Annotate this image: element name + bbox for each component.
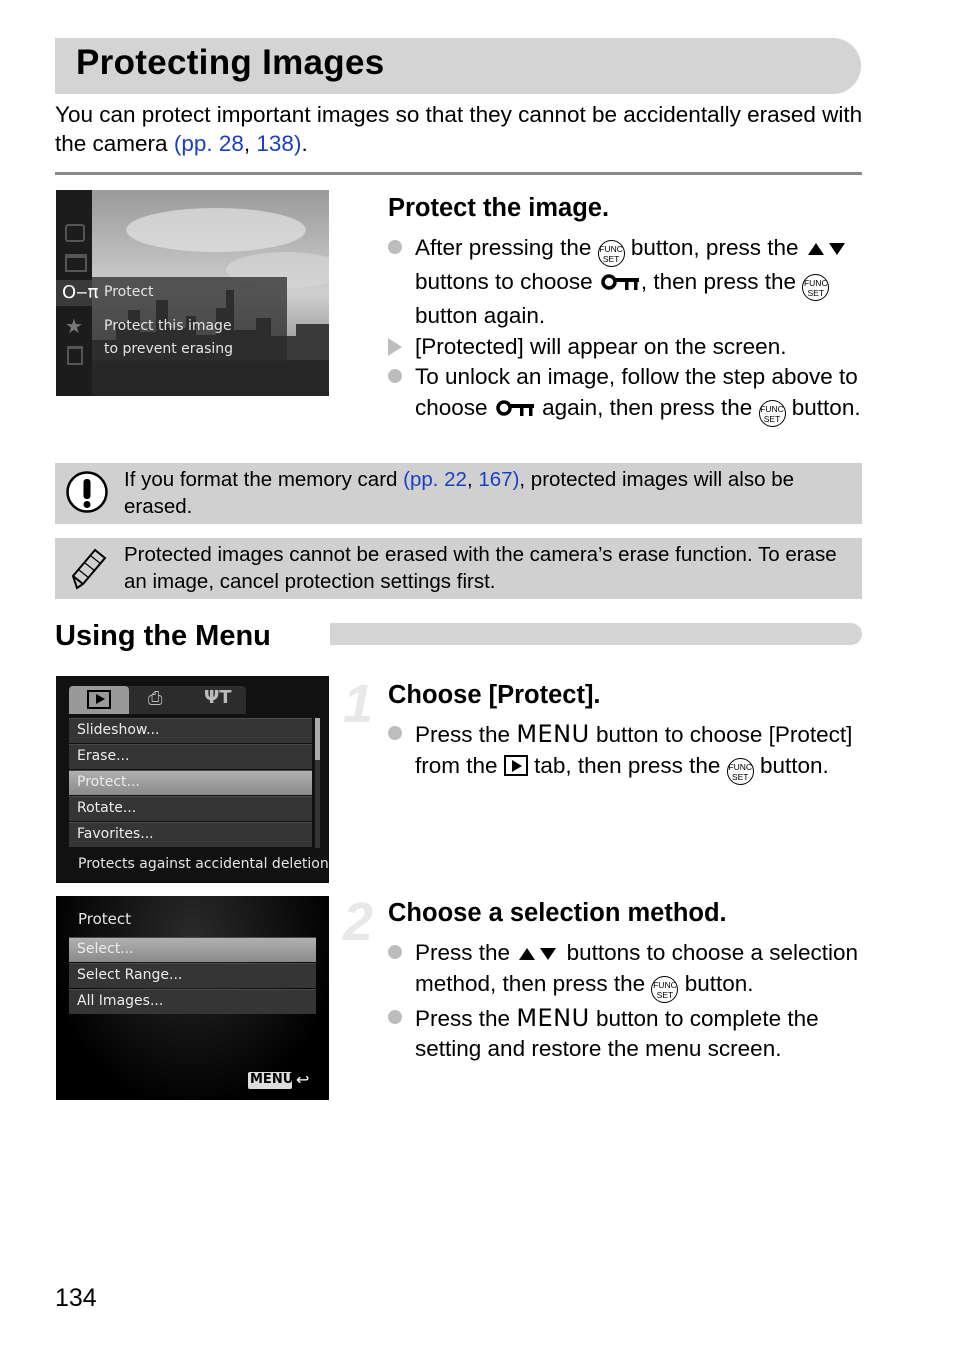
- submenu-title: Protect: [78, 910, 132, 928]
- step-2-number: 2: [343, 892, 374, 952]
- trash-icon: [67, 346, 83, 365]
- submenu-item-select-range[interactable]: Select Range...: [69, 963, 316, 988]
- menu-item-slideshow[interactable]: Slideshow...: [69, 718, 312, 743]
- intro-link-pp28[interactable]: (pp. 28: [173, 131, 244, 156]
- up-down-arrows-icon: [518, 946, 558, 962]
- step-2-bullet-1: Press the buttons to choose a selection method, then press the FUNC SET button.: [388, 938, 862, 1003]
- bullet-dot: [388, 369, 402, 383]
- print-icon: [65, 254, 87, 272]
- step-1-bullet: Press the MENU button to choose [Protect] from the tab, then press the FUNC SET button.: [388, 719, 862, 785]
- menu-button-icon: MENU: [516, 720, 590, 748]
- print-tab-icon[interactable]: ⎙: [148, 688, 163, 709]
- protect-submenu-image: [56, 896, 329, 1100]
- protect-heading: Protect the image.: [388, 194, 610, 222]
- memo-note: [55, 538, 862, 599]
- menu-back-badge[interactable]: [248, 1072, 292, 1089]
- step-1-number: 1: [343, 674, 374, 734]
- rotate-icon: [65, 224, 85, 242]
- func-set-icon: FUNC SET: [759, 400, 786, 427]
- section-bar: [330, 623, 862, 645]
- menu-badge-label: MENU: [250, 1072, 294, 1087]
- protect-screen-image: [56, 190, 329, 396]
- func-set-icon: FUNC SET: [727, 758, 754, 785]
- menu-button-icon: MENU: [516, 1003, 590, 1032]
- settings-tab-icon[interactable]: ΨT: [204, 687, 232, 708]
- protect-menu-label: Protect: [104, 284, 154, 300]
- back-arrow-icon: ↩: [296, 1070, 310, 1089]
- bullet-dot: [388, 240, 402, 254]
- step-2-instructions: [388, 938, 862, 1065]
- page-title: Protecting Images: [76, 43, 385, 82]
- page-number: 134: [55, 1284, 97, 1312]
- scrollbar-thumb[interactable]: [315, 718, 320, 760]
- result-line: [Protected] will appear on the screen.: [388, 332, 862, 363]
- intro-link-sep: ,: [243, 131, 257, 156]
- help-line-1: Protect this image: [104, 318, 232, 334]
- step-1-instructions: [388, 719, 862, 785]
- pencil-icon: [67, 546, 109, 592]
- intro-end: .: [301, 131, 308, 156]
- submenu-item-all-images[interactable]: All Images...: [69, 989, 316, 1014]
- menu-footer-help: Protects against accidental deletion: [78, 856, 329, 872]
- bullet-dot: [388, 726, 402, 740]
- caution-icon: [65, 470, 109, 514]
- protect-key-icon: [601, 273, 639, 291]
- play-tab[interactable]: [69, 686, 129, 714]
- step-1-heading: Choose [Protect].: [388, 681, 601, 709]
- menu-item-rotate[interactable]: Rotate...: [69, 796, 312, 821]
- help-line-2: to prevent erasing: [104, 341, 234, 357]
- func-set-icon: FUNC SET: [651, 976, 678, 1003]
- bullet-dot: [388, 1010, 402, 1024]
- memo-text: Protected images cannot be erased with the camera’s erase function. To erase an image, cancel protection settings first.: [124, 543, 837, 593]
- caution-link-pp167[interactable]: 167): [478, 468, 520, 491]
- caution-link-pp22[interactable]: (pp. 22: [403, 468, 467, 491]
- caution-note: [55, 463, 862, 524]
- step-2-heading: Choose a selection method.: [388, 899, 727, 927]
- menu-list: [56, 718, 329, 848]
- bullet-dot: [388, 945, 402, 959]
- menu-screen-image: [56, 676, 329, 883]
- bullet-2: To unlock an image, follow the step above to choose again, then press the FUNC SET button.: [388, 362, 862, 427]
- func-set-icon: FUNC SET: [598, 240, 625, 267]
- step-2-bullet-2: Press the MENU button to complete the setting and restore the menu screen.: [388, 1003, 862, 1065]
- protect-key-icon: [496, 399, 534, 417]
- menu-scrollbar[interactable]: [315, 718, 320, 848]
- submenu-list: [56, 937, 329, 1017]
- submenu-item-select[interactable]: Select...: [69, 937, 316, 962]
- result-arrow-icon: [388, 338, 402, 356]
- intro-text: You can protect important images so that they cannot be accidentally erased with the camera: [55, 102, 863, 156]
- caution-text: If you format the memory card (pp. 22, 167), protected images will also be erased.: [124, 468, 795, 518]
- playback-tab-icon: [504, 755, 528, 776]
- menu-item-erase[interactable]: Erase...: [69, 744, 312, 769]
- menu-item-protect[interactable]: Protect...: [69, 770, 312, 795]
- intro-link-pp138[interactable]: 138): [256, 131, 302, 156]
- key-icon: O‒π: [62, 282, 99, 303]
- star-icon: ★: [65, 314, 83, 338]
- func-set-icon: FUNC SET: [802, 274, 829, 301]
- using-menu-heading: Using the Menu: [55, 620, 271, 652]
- play-triangle-icon: [96, 694, 105, 704]
- intro-paragraph: [55, 100, 875, 158]
- up-down-arrows-icon: [807, 241, 847, 257]
- menu-item-favorites[interactable]: Favorites...: [69, 822, 312, 847]
- protect-instructions: [388, 233, 862, 427]
- divider-rule: [55, 172, 862, 175]
- bullet-1: After pressing the FUNC SET button, press the buttons to choose , then press the FUNC SET button again.: [388, 233, 862, 332]
